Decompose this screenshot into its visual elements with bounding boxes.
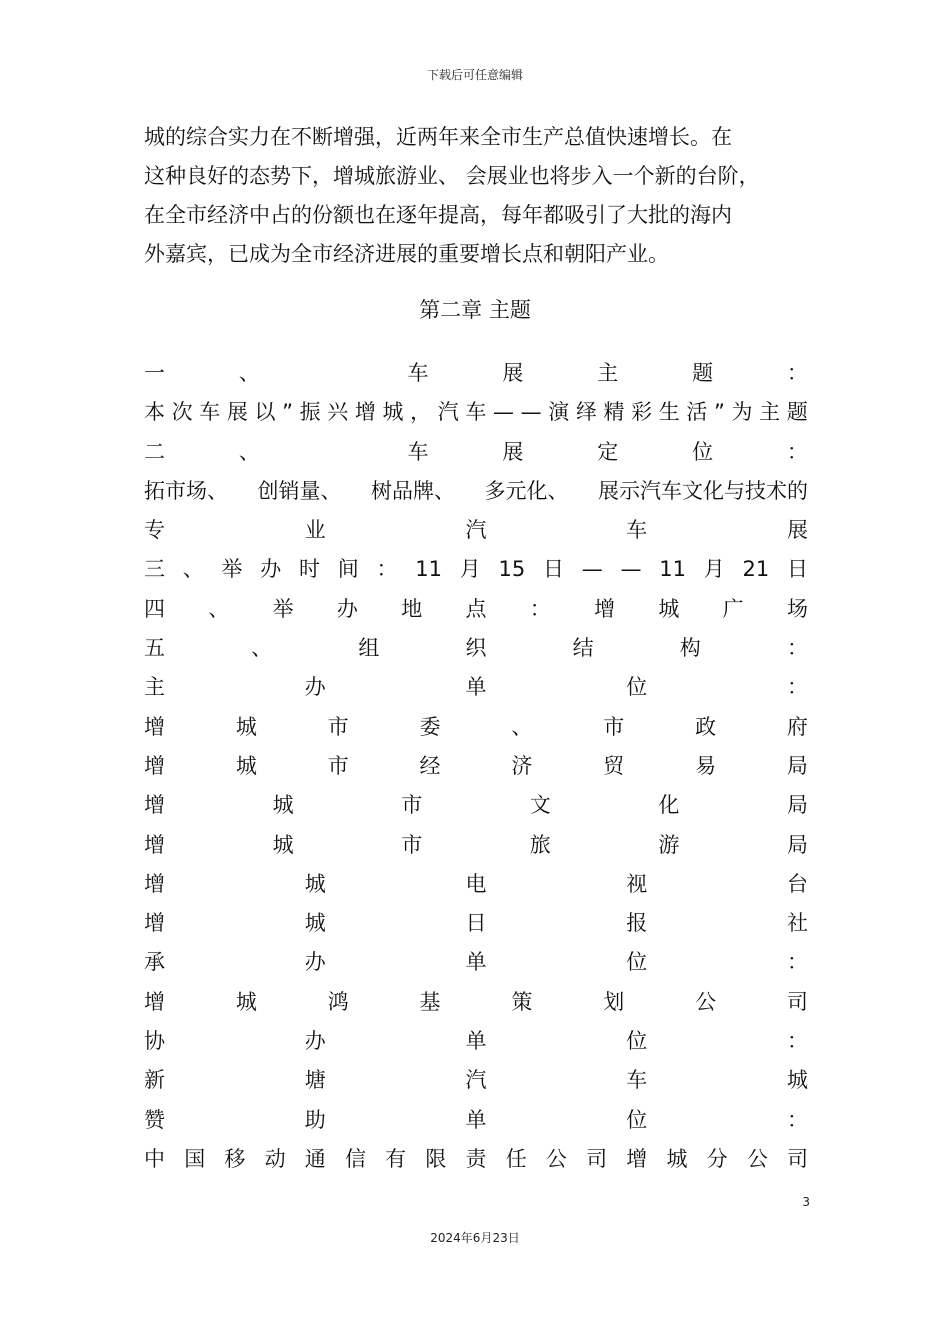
list-item-token: — (581, 557, 603, 582)
list-item-token: 鸿 (327, 989, 349, 1014)
list-item-token: 单 (465, 675, 487, 700)
list-item-token: 位 (626, 1029, 648, 1054)
intro-line: 城的综合实力在不断增强，近两年来全市生产总值快速增长。在 (144, 125, 732, 149)
list-item-token: 通 (304, 1146, 326, 1171)
list-item-token: 承 (144, 950, 165, 975)
list-item (144, 904, 808, 943)
list-item-token: 场 (786, 596, 808, 621)
list-item-token: 间 (337, 557, 359, 582)
list-item-token: 车 (626, 518, 648, 543)
list-item-token: 日 (465, 911, 487, 936)
list-item-token: 旅 (529, 832, 551, 857)
list-item-token: 限 (425, 1146, 447, 1171)
list-item-token: 月 (459, 557, 481, 582)
list-item (144, 983, 808, 1022)
list-item-token: 增 (144, 793, 165, 818)
list-item-token: 城 (382, 400, 404, 425)
list-item-token: 21 (742, 557, 770, 582)
list-item-token: 二 (144, 439, 165, 464)
list-item-token: 城 (272, 832, 294, 857)
page-footer-date: 2024年6月23日 (430, 1231, 520, 1245)
list-item-token: 展 (502, 361, 524, 385)
list-item-token: 次 (171, 400, 193, 425)
list-item-token: 公 (746, 1146, 768, 1171)
list-item-token: 月 (703, 557, 725, 582)
list-item-token: 、 (238, 361, 260, 385)
list-item-token: 、 (208, 596, 230, 621)
topic-list (144, 354, 808, 1179)
list-item-token: 一 (144, 361, 165, 385)
list-item-token: ， (410, 400, 432, 425)
list-item-token: 展 (226, 400, 248, 425)
list-item-token: ： (787, 950, 808, 975)
list-item-token: 城 (235, 753, 257, 778)
list-item-token: 主 (144, 675, 165, 700)
intro-line: 在全市经济中占的份额也在逐年提高，每年都吸引了大批的海内 (144, 203, 732, 227)
list-item-token: 助 (304, 1107, 326, 1132)
list-item-token: 绎 (575, 400, 597, 425)
list-item-token: 局 (786, 832, 808, 857)
list-item-token: ” (282, 400, 294, 425)
list-item-token: 位 (626, 950, 648, 975)
list-item-token: 有 (385, 1146, 407, 1171)
list-item-token: 易 (695, 753, 717, 778)
list-item-token: 信 (344, 1146, 366, 1171)
list-item-token: 新 (144, 1068, 165, 1093)
list-item-token: 活 (686, 400, 708, 425)
list-item-token: 汽 (465, 518, 487, 543)
list-item-token: ： (787, 675, 808, 700)
list-item-token: 办 (260, 557, 282, 582)
intro-line: 这种良好的态势下，增城旅游业、 会展业也将步入一个新的台阶， (144, 164, 760, 188)
list-item-token: 市 (401, 793, 423, 818)
list-item-token: 台 (787, 871, 808, 896)
list-item-token: 11 (415, 557, 442, 582)
list-item-token: 贸 (603, 753, 625, 778)
list-item-token: 11 (659, 557, 686, 582)
list-item-token: 城 (235, 989, 257, 1014)
list-item-token: 三 (144, 557, 165, 582)
list-item-token: 单 (465, 950, 487, 975)
list-item-token: 振 (299, 400, 321, 425)
chapter-title: 第二章 主题 (419, 298, 531, 322)
list-item-token: 专 (144, 518, 165, 543)
list-item-token: 游 (658, 832, 680, 857)
list-item-token: 市 (603, 714, 625, 739)
list-item (144, 511, 808, 550)
list-item-token: ” (714, 400, 725, 425)
list-item (144, 668, 808, 707)
list-item-token: 增 (594, 596, 616, 621)
list-item (144, 1061, 808, 1100)
list-item (144, 590, 808, 629)
list-item-token: — (493, 400, 515, 425)
list-item-token: ： (786, 361, 808, 385)
list-item-token: 中 (144, 1146, 165, 1171)
page-header: 下载后可任意编辑 (426, 68, 523, 82)
list-item-token: 汽 (465, 1068, 487, 1093)
list-item-token: 题 (692, 361, 714, 385)
list-item-token: 基 (419, 989, 441, 1014)
list-item-token: 办 (336, 596, 358, 621)
list-item-token: 结 (572, 636, 594, 661)
list-item-token: 为 (731, 400, 753, 425)
list-item-token: 市 (327, 714, 349, 739)
list-item (144, 865, 808, 904)
list-item-token: 、 (238, 439, 260, 464)
list-item-token: 展 (502, 439, 524, 464)
list-item-token: 增 (144, 911, 165, 936)
list-item-token: 视 (626, 871, 648, 896)
list-item-token: 电 (465, 871, 487, 896)
list-item-token: 公 (695, 989, 717, 1014)
list-item-token: 市 (327, 753, 349, 778)
list-item-token: 市 (401, 832, 423, 857)
list-item-token: 增 (144, 714, 165, 739)
list-item-token: 单 (465, 1107, 487, 1132)
list-item (144, 747, 808, 786)
list-item-token: ： (787, 1029, 808, 1054)
list-item-token: 司 (786, 989, 808, 1014)
list-item-token: 经 (419, 753, 441, 778)
list-item-token: 位 (626, 675, 648, 700)
list-item-token: 府 (786, 714, 808, 739)
list-item-token: 塘 (304, 1068, 326, 1093)
page-number: 3 (802, 1195, 810, 1209)
list-item-token: 分 (706, 1146, 728, 1171)
list-item-token: 点 (465, 596, 487, 621)
list-item-token: 局 (786, 793, 808, 818)
list-item-token: 社 (787, 911, 808, 936)
list-item-token: ： (787, 1107, 808, 1132)
list-item-token: 报 (626, 911, 648, 936)
list-item-token: 车 (407, 361, 429, 385)
list-item-token: 展示汽车文化与技术的 (598, 478, 808, 503)
list-item (144, 354, 808, 393)
list-item-token: 车 (465, 400, 487, 425)
list-item-token: ： (529, 596, 551, 621)
list-item-token: 增 (144, 753, 165, 778)
intro-line: 外嘉宾，已成为全市经济进展的重要增长点和朝阳产业。 (144, 242, 669, 266)
list-item-token: 动 (264, 1146, 286, 1171)
list-item-token: 责 (465, 1146, 487, 1171)
list-item-token: 五 (144, 636, 165, 661)
list-item-token: 广 (722, 596, 744, 621)
list-item-token: 精 (603, 400, 625, 425)
list-item-token: 兴 (327, 400, 349, 425)
list-item-token: 地 (401, 596, 423, 621)
list-item-token: 生 (658, 400, 680, 425)
list-item (144, 1101, 808, 1140)
list-item-token: 司 (586, 1146, 608, 1171)
list-item-token: 、 (511, 714, 533, 739)
list-item-token: 四 (144, 596, 165, 621)
list-item-token: 、 (251, 636, 273, 661)
list-item-token: 划 (603, 989, 625, 1014)
list-item-token: ： (786, 636, 808, 661)
list-item (144, 472, 808, 511)
list-item (144, 943, 808, 982)
list-item-token: 展 (787, 518, 808, 543)
list-item-token: 创销量、 (257, 478, 342, 503)
list-item-token: 增 (144, 871, 165, 896)
list-item-token: 车 (199, 400, 221, 425)
list-item (144, 1022, 808, 1061)
list-item (144, 1140, 808, 1179)
list-item-token: 定 (597, 439, 619, 464)
list-item-token: 拓市场、 (144, 478, 228, 503)
list-item-token: 组 (358, 636, 380, 661)
list-item-token: 策 (511, 989, 533, 1014)
list-item-token: 增 (626, 1146, 648, 1171)
list-item-token: 汽 (437, 400, 459, 425)
list-item-token: 化 (658, 793, 680, 818)
list-item-token: 以 (254, 400, 276, 425)
list-item-token: 济 (511, 753, 533, 778)
list-item (144, 786, 808, 825)
list-item-token: 车 (626, 1068, 648, 1093)
list-item-token: 城 (787, 1068, 808, 1093)
list-item (144, 550, 808, 589)
list-item-token: 办 (304, 675, 326, 700)
list-item-token: 城 (658, 596, 680, 621)
list-item-token: 城 (304, 871, 326, 896)
list-item-token: 彩 (631, 400, 653, 425)
list-item-token: 树品牌、 (371, 478, 455, 503)
list-item-token: 织 (465, 636, 487, 661)
list-item-token: — (620, 557, 642, 582)
list-item-token: 国 (184, 1146, 206, 1171)
list-item-token: 业 (304, 518, 326, 543)
list-item-token: 移 (224, 1146, 246, 1171)
list-item-token: 主 (597, 361, 619, 385)
list-item-token: ： (786, 439, 808, 464)
list-item-token: 赞 (144, 1107, 165, 1132)
list-item (144, 826, 808, 865)
list-item-token: 车 (407, 439, 429, 464)
list-item-token: 日 (786, 557, 808, 582)
list-item (144, 629, 808, 668)
list-item-token: 办 (304, 1029, 326, 1054)
list-item-token: 位 (692, 439, 714, 464)
list-item-token: 城 (304, 911, 326, 936)
list-item-token: 主 (759, 400, 781, 425)
list-item-token: 城 (272, 793, 294, 818)
list-item-token: 、 (182, 557, 204, 582)
list-item-token: 司 (787, 1146, 808, 1171)
list-item-token: 政 (695, 714, 717, 739)
list-item-token: 时 (299, 557, 320, 582)
list-item-token: 多元化、 (484, 478, 569, 503)
list-item-token: 办 (304, 950, 326, 975)
list-item (144, 433, 808, 472)
list-item (144, 708, 808, 747)
list-item-token: 举 (272, 596, 294, 621)
list-item-token: 单 (465, 1029, 487, 1054)
list-item-token: 题 (786, 400, 808, 425)
list-item-token: 举 (221, 557, 243, 582)
list-item-token: ： (376, 557, 398, 582)
list-item-token: 15 (498, 557, 526, 582)
list-item-token: 增 (354, 400, 376, 425)
list-item-token: 任 (505, 1146, 527, 1171)
list-item-token: 公 (545, 1146, 567, 1171)
list-item (144, 393, 808, 432)
list-item-token: 委 (419, 714, 441, 739)
list-item-token: 增 (144, 989, 165, 1014)
list-item-token: — (520, 400, 542, 425)
list-item-token: 日 (542, 557, 564, 582)
list-item-token: 位 (626, 1107, 648, 1132)
list-item-token: 构 (679, 636, 701, 661)
list-item-token: 本 (144, 400, 165, 425)
list-item-token: 协 (144, 1029, 165, 1054)
list-item-token: 演 (548, 400, 570, 425)
intro-paragraph (144, 118, 808, 274)
list-item-token: 增 (144, 832, 165, 857)
list-item-token: 文 (529, 793, 551, 818)
list-item-token: 局 (786, 753, 808, 778)
list-item-token: 城 (666, 1146, 688, 1171)
list-item-token: 城 (235, 714, 257, 739)
